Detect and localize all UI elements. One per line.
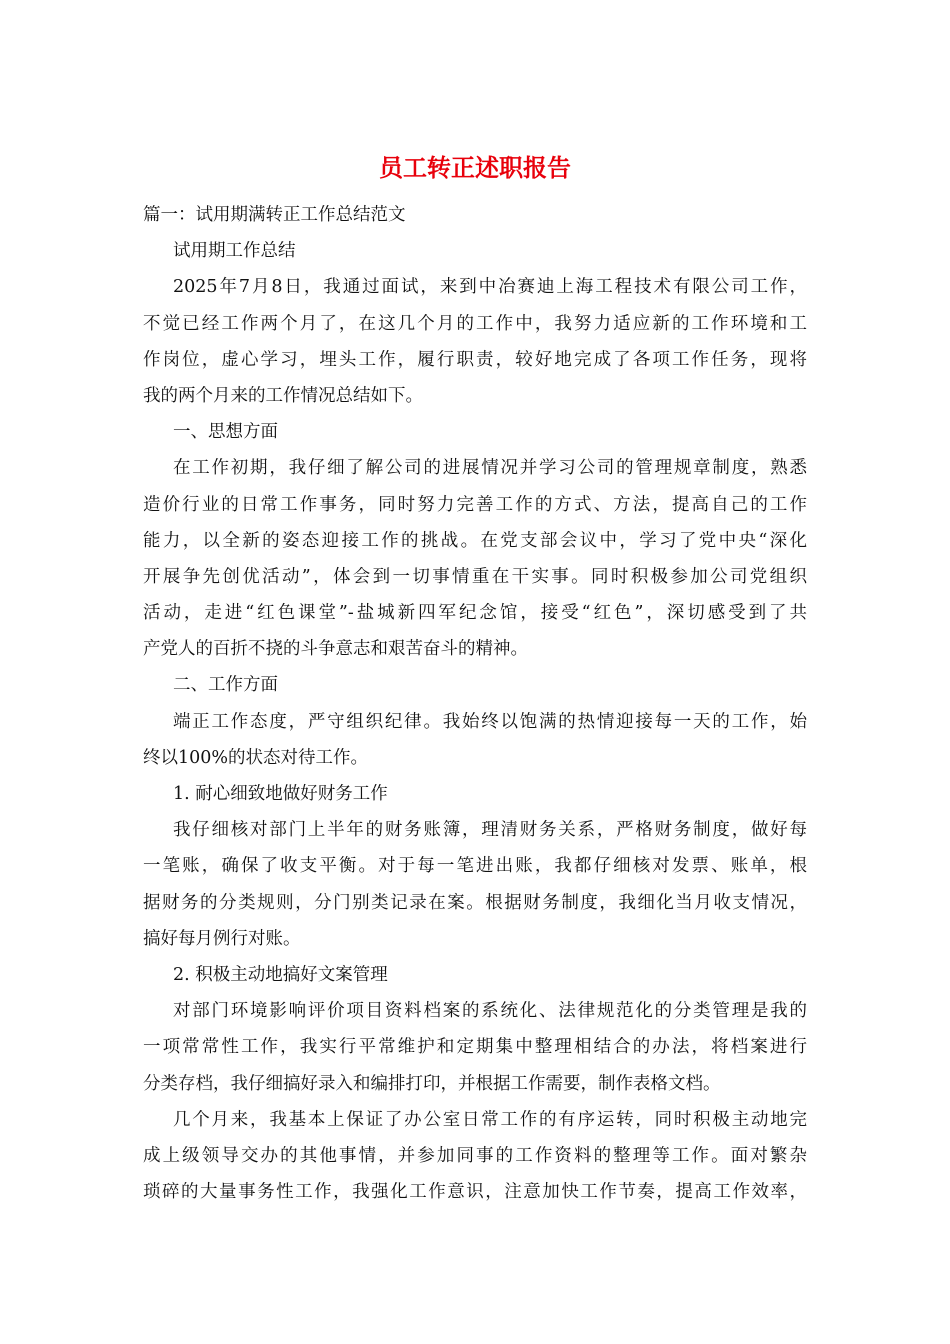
text-line: 成上级领导交办的其他事情，并参加同事的工作资料的整理等工作。面对繁杂 xyxy=(143,1145,807,1166)
text-line: 分类存档，我仔细搞好录入和编排打印，并根据工作需要，制作表格文档。 xyxy=(143,1073,721,1094)
text-line: 造价行业的日常工作事务，同时努力完善工作的方式、方法，提高自己的工作 xyxy=(143,494,807,515)
text-line: 一、思想方面 xyxy=(173,422,278,443)
text-line: 在工作初期，我仔细了解公司的进展情况并学习公司的管理规章制度，熟悉 xyxy=(173,458,807,479)
text-line: 2. 积极主动地搞好文案管理 xyxy=(173,964,388,985)
text-line: 能力，以全新的姿态迎接工作的挑战。在党支部会议中，学习了党中央“深化 xyxy=(143,530,807,551)
text-line: 我的两个月来的工作情况总结如下。 xyxy=(143,385,423,406)
text-line: 试用期工作总结 xyxy=(173,241,296,262)
text-line: 作岗位，虚心学习，埋头工作，履行职责，较好地完成了各项工作任务，现将 xyxy=(143,349,807,370)
text-line: 二、工作方面 xyxy=(173,675,278,696)
text-line: 不觉已经工作两个月了，在这几个月的工作中，我努力适应新的工作环境和工 xyxy=(143,313,807,334)
document-title: 员工转正述职报告 xyxy=(379,153,571,182)
text-line: 端正工作态度，严守组织纪律。我始终以饱满的热情迎接每一天的工作，始 xyxy=(173,711,807,732)
document-body xyxy=(143,197,807,1210)
text-line: 1. 耐心细致地做好财务工作 xyxy=(173,784,388,804)
text-line: 2025年7月8日，我通过面试，来到中冶赛迪上海工程技术有限公司工作， xyxy=(173,277,807,298)
text-line: 活动，走进“红色课堂”-盐城新四军纪念馆，接受“红色”，深切感受到了共 xyxy=(143,603,807,624)
text-line: 篇一：试用期满转正工作总结范文 xyxy=(143,205,406,225)
text-line: 我仔细核对部门上半年的财务账簿，理清财务关系，严格财务制度，做好每 xyxy=(173,820,807,841)
text-line: 产党人的百折不挠的斗争意志和艰苦奋斗的精神。 xyxy=(143,639,528,660)
text-line: 琐碎的大量事务性工作，我强化工作意识，注意加快工作节奏，提高工作效率， xyxy=(143,1182,807,1203)
text-line: 据财务的分类规则，分门别类记录在案。根据财务制度，我细化当月收支情况， xyxy=(143,892,807,913)
text-line: 一笔账，确保了收支平衡。对于每一笔进出账，我都仔细核对发票、账单，根 xyxy=(143,856,807,877)
text-line: 终以100%的状态对待工作。 xyxy=(143,747,369,768)
text-line: 一项常常性工作，我实行平常维护和定期集中整理相结合的办法，将档案进行 xyxy=(143,1037,807,1058)
text-line: 搞好每月例行对账。 xyxy=(143,928,301,949)
text-line: 几个月来，我基本上保证了办公室日常工作的有序运转，同时积极主动地完 xyxy=(173,1109,807,1130)
text-line: 对部门环境影响评价项目资料档案的系统化、法律规范化的分类管理是我的 xyxy=(173,1001,807,1022)
text-line: 开展争先创优活动”，体会到一切事情重在干实事。同时积极参加公司党组织 xyxy=(143,566,807,587)
